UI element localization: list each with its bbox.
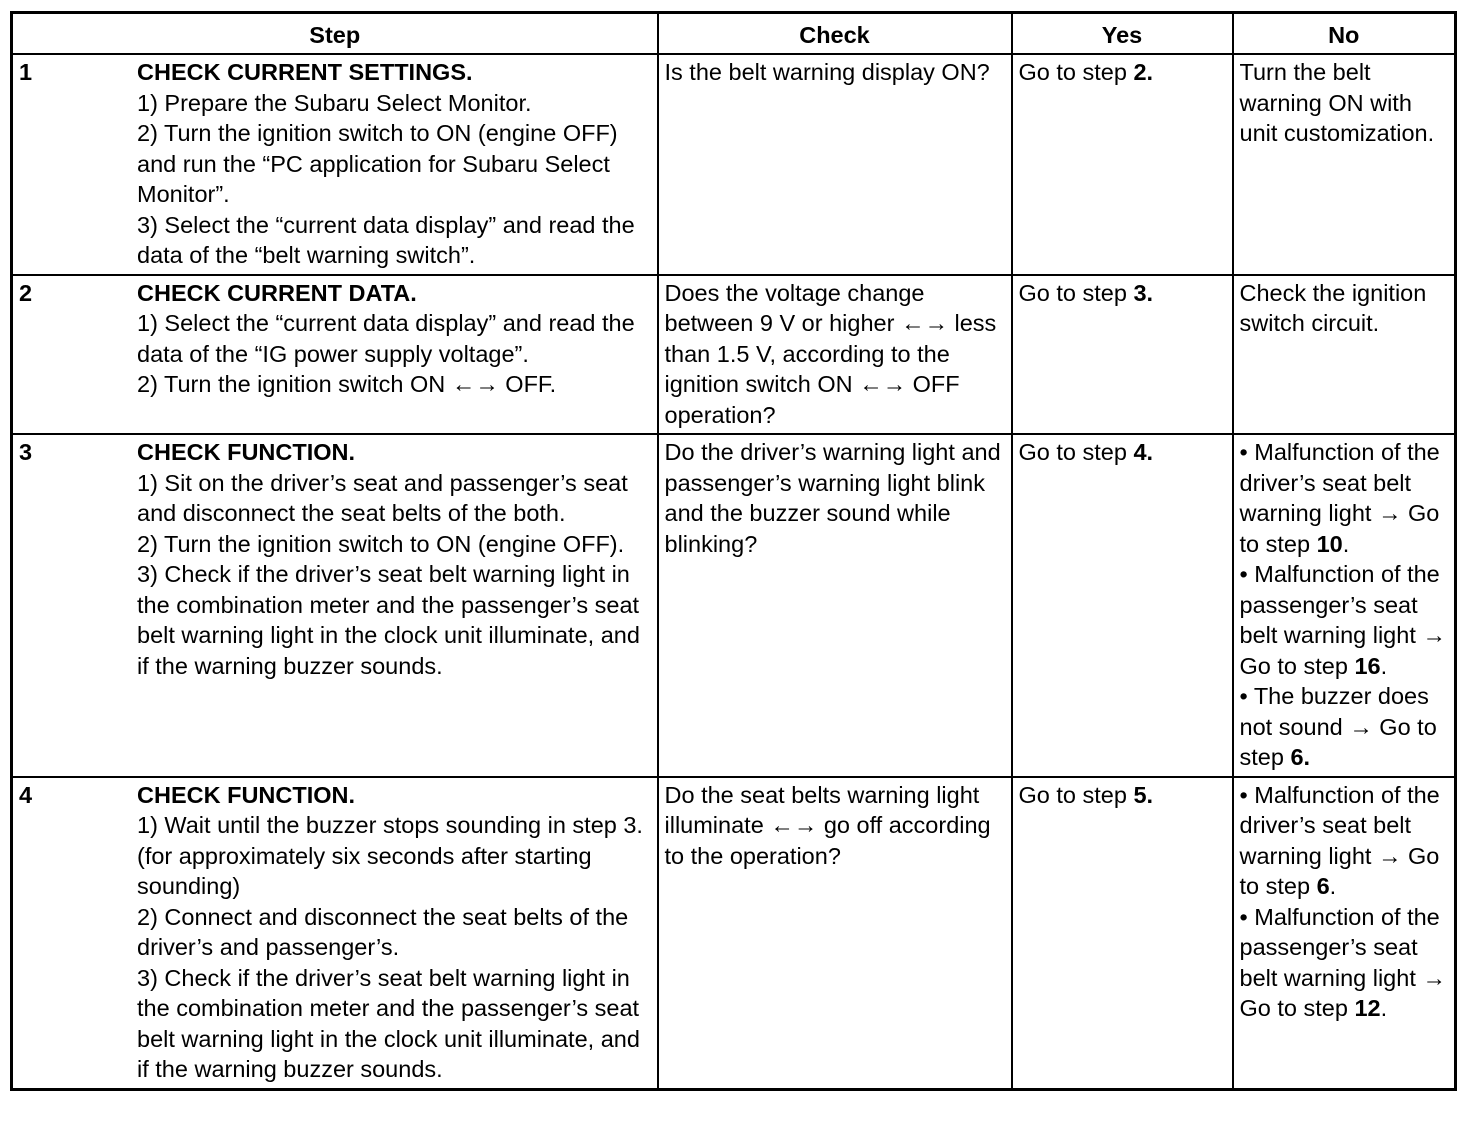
step-line: 3) Check if the driver’s seat belt warning light in the combination meter and the passenger’s seat belt warning light in the clock unit illuminate, and if the warning buzzer sounds. [137,964,640,1082]
check-cell: Do the seat belts warning light illuminate ←→ go off according to the operation? [658,777,1012,1090]
step-line: 1) Wait until the buzzer stops sounding in step 3. (for approximately six seconds after starting sounding) [137,812,643,899]
yes-step-link[interactable]: 3. [1133,279,1154,306]
no-item-end: . [1380,652,1388,679]
check-cell: Do the driver’s warning light and passenger’s warning light blink and the buzzer sound while blinking? [658,434,1012,777]
no-item [1240,559,1450,681]
step-title: CHECK CURRENT SETTINGS. [137,59,473,85]
yes-step-link[interactable]: 4. [1133,439,1154,465]
check-cell: Is the belt warning display ON? [658,54,1012,275]
step-instructions [137,437,652,681]
step-line: 1) Select the “current data display” and read the data of the “IG power supply voltage”. [137,310,635,367]
header-check: Check [658,13,1012,55]
no-item-text: • Malfunction of the driver’s seat belt warning light → Go to step [1239,781,1440,899]
step-line: 2) Connect and disconnect the seat belts of the driver’s and passenger’s. [137,903,629,960]
no-step-link[interactable]: 6 [1316,873,1330,899]
yes-prefix: Go to step [1018,279,1134,306]
step-cell [12,275,658,435]
no-cell [1233,777,1456,1090]
step-line: 2) Turn the ignition switch to ON (engine OFF) and run the “PC application for Subaru Select Monitor”. [137,120,618,207]
yes-prefix: Go to step [1018,439,1134,465]
no-item-text: • Malfunction of the driver’s seat belt warning light → Go to step [1239,439,1440,557]
check-cell: Does the voltage change between 9 V or higher ←→ less than 1.5 V, according to the ignition switch ON ←→ OFF operation? [658,275,1012,435]
header-no: No [1233,13,1456,55]
yes-cell [1012,777,1233,1090]
step-title: CHECK FUNCTION. [137,439,356,465]
no-item [1240,437,1450,559]
no-item [1240,780,1450,902]
step-instructions [137,57,652,271]
yes-step-link[interactable]: 2. [1133,59,1154,85]
step-number: 4 [19,781,33,808]
table-row [12,434,1456,777]
table-row [12,54,1456,275]
table-row [12,275,1456,435]
diagnostic-table [10,11,1457,1091]
no-item-end: . [1329,873,1337,899]
step-title: CHECK CURRENT DATA. [137,279,417,306]
no-item-end: . [1342,530,1350,557]
header-yes: Yes [1012,13,1233,55]
step-cell [12,54,658,275]
step-line: 2) Turn the ignition switch to ON (engine OFF). [137,530,625,557]
step-line: 1) Prepare the Subaru Select Monitor. [137,89,532,116]
step-cell [12,777,658,1090]
step-instructions [137,780,652,1085]
step-line: 3) Select the “current data display” and read the data of the “belt warning switch”. [137,211,635,268]
no-item-text: • The buzzer does not sound → Go to step [1239,683,1437,770]
no-item-text: • Malfunction of the passenger’s seat belt warning light → Go to step [1239,903,1446,1021]
step-title: CHECK FUNCTION. [137,781,356,808]
yes-cell [1012,275,1233,435]
yes-prefix: Go to step [1018,781,1134,808]
step-line: 1) Sit on the driver’s seat and passenger’s seat and disconnect the seat belts of the both. [137,469,628,526]
header-row [12,13,1456,55]
no-item [1240,681,1450,773]
no-cell: Check the ignition switch circuit. [1233,275,1456,435]
no-cell [1233,434,1456,777]
no-step-link[interactable]: 10 [1316,530,1343,557]
no-item-text: • Malfunction of the passenger’s seat belt warning light → Go to step [1239,561,1446,679]
step-line: 3) Check if the driver’s seat belt warning light in the combination meter and the passenger’s seat belt warning light in the clock unit illuminate, and if the warning buzzer sounds. [137,561,640,679]
step-number: 2 [19,279,33,306]
no-step-link[interactable]: 6. [1290,744,1311,770]
step-line: 2) Turn the ignition switch ON ←→ OFF. [137,371,557,397]
yes-step-link[interactable]: 5. [1133,781,1154,808]
no-item [1240,902,1450,1024]
header-step: Step [12,13,658,55]
no-step-link[interactable]: 16 [1354,652,1381,679]
no-cell: Turn the belt warning ON with unit customization. [1233,54,1456,275]
yes-cell [1012,54,1233,275]
yes-prefix: Go to step [1018,59,1134,85]
no-item-end: . [1380,995,1388,1021]
no-step-link[interactable]: 12 [1354,995,1381,1021]
yes-cell [1012,434,1233,777]
step-number: 1 [19,59,33,85]
step-instructions [137,278,652,400]
step-number: 3 [19,439,33,465]
table-row [12,777,1456,1090]
step-cell [12,434,658,777]
